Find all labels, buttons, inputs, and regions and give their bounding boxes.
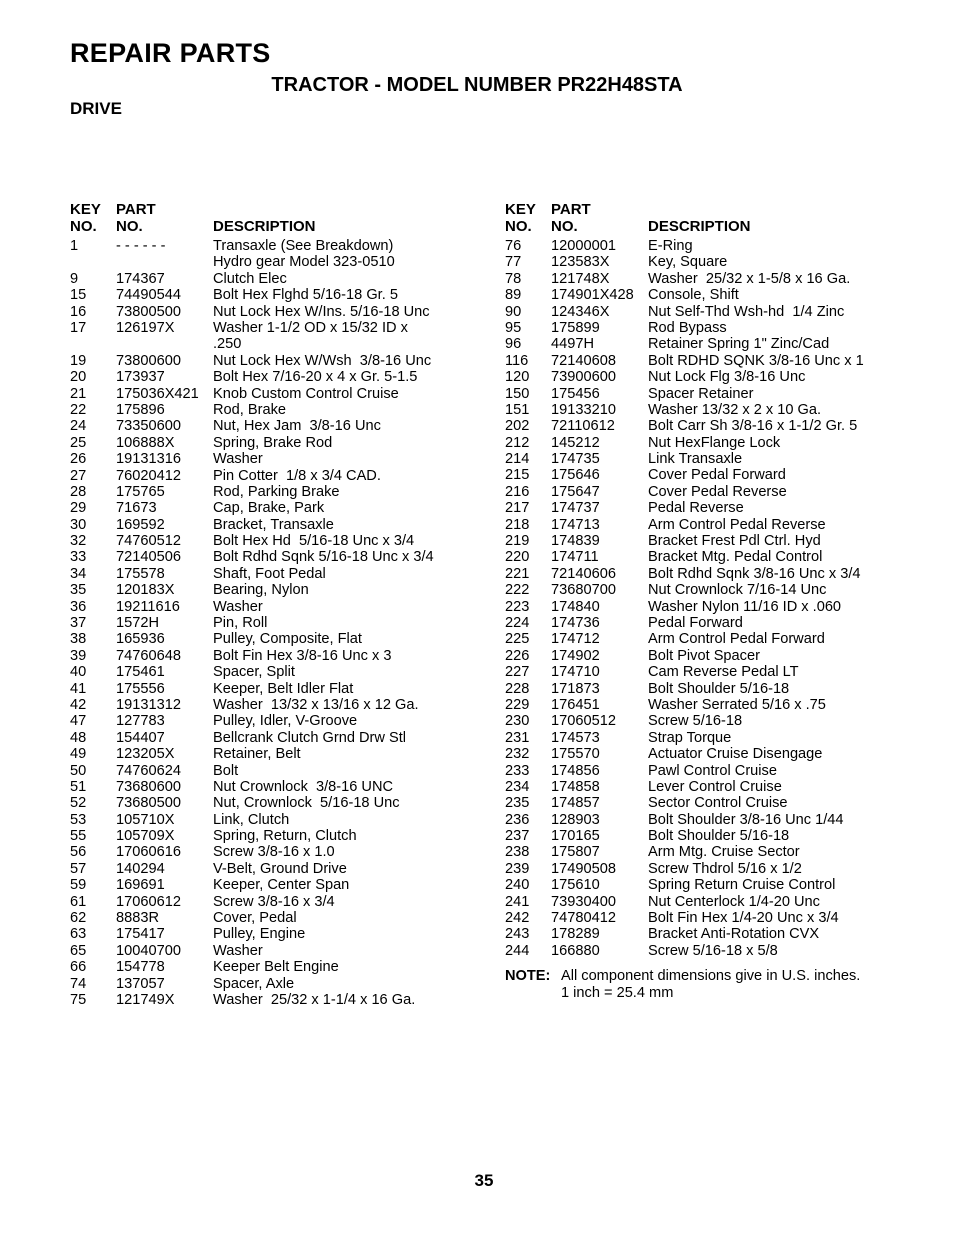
part-description: Bolt Rdhd Sqnk 5/16-18 Unc x 3/4 bbox=[213, 549, 434, 566]
part-number: 17490508 bbox=[551, 860, 616, 877]
key-number: 1 bbox=[70, 238, 79, 254]
part-number: 140294 bbox=[116, 860, 165, 877]
key-number: 22 bbox=[70, 401, 87, 418]
key-number: 237 bbox=[505, 828, 530, 845]
part-description: Sector Control Cruise bbox=[648, 795, 788, 812]
part-number: 175556 bbox=[116, 680, 165, 697]
part-number: 17060616 bbox=[116, 844, 181, 861]
part-number: 178289 bbox=[551, 926, 600, 943]
key-number: 241 bbox=[505, 893, 530, 910]
part-number: 173937 bbox=[116, 369, 165, 386]
page-number: 35 bbox=[474, 1171, 494, 1190]
part-number: 19133210 bbox=[551, 401, 616, 418]
part-number: 169691 bbox=[116, 877, 165, 894]
key-number: 19 bbox=[70, 352, 87, 369]
part-number: 176451 bbox=[551, 696, 600, 713]
part-number: 175899 bbox=[551, 319, 600, 336]
part-number: 174573 bbox=[551, 729, 600, 746]
part-description: Washer 13/32 x 13/16 x 12 Ga. bbox=[213, 696, 419, 713]
description-header: DESCRIPTION bbox=[213, 218, 316, 235]
part-number: 175036X421 bbox=[116, 385, 199, 402]
part-description: Rod Bypass bbox=[648, 319, 727, 336]
part-number: 76020412 bbox=[116, 467, 181, 484]
part-description: Pin, Roll bbox=[213, 615, 268, 632]
part-description: Cover Pedal Forward bbox=[648, 467, 786, 484]
part-number: 73680600 bbox=[116, 778, 181, 795]
key-number: 33 bbox=[70, 549, 87, 566]
part-number: 71673 bbox=[116, 500, 157, 517]
part-description: Pulley, Idler, V-Groove bbox=[213, 713, 358, 730]
key-number: 220 bbox=[505, 549, 530, 566]
page-title: REPAIR PARTS bbox=[70, 38, 271, 68]
key-number: 42 bbox=[70, 696, 87, 713]
part-description: Washer Nylon 11/16 ID x .060 bbox=[648, 598, 842, 615]
part-number: 72140606 bbox=[551, 565, 616, 582]
part-description: Spring Return Cruise Control bbox=[648, 877, 836, 894]
key-number: 17 bbox=[70, 319, 87, 336]
key-number: 76 bbox=[505, 238, 522, 254]
part-number: 174736 bbox=[551, 614, 600, 631]
key-number: 9 bbox=[70, 270, 79, 287]
part-description: Nut, Hex Jam 3/8-16 Unc bbox=[213, 418, 381, 435]
part-number: 73930400 bbox=[551, 893, 616, 910]
key-number: 223 bbox=[505, 598, 530, 615]
part-description: Arm Mtg. Cruise Sector bbox=[648, 844, 800, 861]
key-number: 63 bbox=[70, 926, 87, 943]
note-text-line1: All component dimensions give in U.S. inches. bbox=[561, 968, 861, 985]
part-description: Nut, Crownlock 5/16-18 Unc bbox=[213, 795, 400, 812]
part-number: 174713 bbox=[551, 516, 600, 533]
key-number: 238 bbox=[505, 844, 530, 861]
key-number: 47 bbox=[70, 713, 87, 730]
key-number: 27 bbox=[70, 467, 87, 484]
part-number: 174840 bbox=[551, 598, 600, 615]
part-description: Bolt Fin Hex 1/4-20 Unc x 3/4 bbox=[648, 910, 839, 927]
part-number: 174367 bbox=[116, 270, 165, 287]
key-number: 217 bbox=[505, 500, 530, 517]
part-number: 174901X428 bbox=[551, 287, 634, 304]
part-number: 4497H bbox=[551, 336, 595, 353]
part-number: 127783 bbox=[116, 713, 165, 730]
part-description: Spring, Return, Clutch bbox=[213, 828, 357, 845]
part-description: Spacer, Split bbox=[213, 664, 295, 681]
part-number: 73900600 bbox=[551, 369, 616, 386]
part-description: Bellcrank Clutch Grnd Drw Stl bbox=[213, 729, 407, 746]
part-number: 175578 bbox=[116, 565, 165, 582]
key-number: 35 bbox=[70, 582, 87, 599]
key-number: 234 bbox=[505, 778, 530, 795]
key-number: 96 bbox=[505, 336, 522, 353]
key-number: 25 bbox=[70, 434, 87, 451]
part-description: Screw 5/16-18 x 5/8 bbox=[648, 942, 778, 959]
part-description: Pedal Forward bbox=[648, 614, 743, 631]
part-number: 175610 bbox=[551, 877, 600, 894]
part-description: Bracket Mtg. Pedal Control bbox=[648, 549, 823, 566]
key-header-line1: KEY bbox=[70, 201, 101, 218]
part-description: Clutch Elec bbox=[213, 270, 287, 287]
part-description: Arm Control Pedal Forward bbox=[648, 631, 825, 648]
part-description: Bolt Hex Flghd 5/16-18 Gr. 5 bbox=[213, 287, 398, 304]
part-number: 154778 bbox=[116, 959, 165, 976]
part-number: 17060512 bbox=[551, 713, 616, 730]
key-number: 218 bbox=[505, 516, 530, 533]
part-number: 74490544 bbox=[116, 287, 181, 304]
page-subtitle: TRACTOR - MODEL NUMBER PR22H48STA bbox=[271, 74, 683, 96]
part-number: 166880 bbox=[551, 942, 600, 959]
part-number: 174839 bbox=[551, 533, 600, 550]
key-header-line1: KEY bbox=[505, 201, 536, 218]
part-description: Screw 3/8-16 x 1.0 bbox=[213, 844, 335, 861]
part-description: Nut Lock Flg 3/8-16 Unc bbox=[648, 369, 806, 386]
key-number: 214 bbox=[505, 451, 530, 468]
part-header-line1: PART bbox=[551, 201, 591, 218]
part-description: Screw 3/8-16 x 3/4 bbox=[213, 893, 335, 910]
part-description: Bolt Fin Hex 3/8-16 Unc x 3 bbox=[213, 647, 392, 664]
key-number: 244 bbox=[505, 942, 530, 959]
key-number: 75 bbox=[70, 992, 87, 1008]
key-number: 56 bbox=[70, 844, 87, 861]
part-description: Nut Crownlock 3/8-16 UNC bbox=[213, 778, 394, 795]
key-number: 95 bbox=[505, 319, 522, 336]
part-number: 128903 bbox=[551, 811, 600, 828]
part-description: Screw 5/16-18 bbox=[648, 713, 743, 730]
key-number: 16 bbox=[70, 303, 87, 320]
key-number: 48 bbox=[70, 729, 87, 746]
part-number: 174710 bbox=[551, 664, 600, 681]
part-description: Cover, Pedal bbox=[213, 910, 297, 927]
part-header-line2: NO. bbox=[551, 218, 578, 235]
key-number: 20 bbox=[70, 369, 87, 386]
key-number: 216 bbox=[505, 483, 530, 500]
part-description: Bolt Pivot Spacer bbox=[648, 647, 760, 664]
key-number: 89 bbox=[505, 287, 522, 304]
key-number: 55 bbox=[70, 828, 87, 845]
key-number: 38 bbox=[70, 631, 87, 648]
part-number: 72140506 bbox=[116, 549, 181, 566]
part-number: 120183X bbox=[116, 582, 175, 599]
key-number: 229 bbox=[505, 696, 530, 713]
part-description: Actuator Cruise Disengage bbox=[648, 746, 823, 763]
part-number: 174858 bbox=[551, 778, 600, 795]
part-number: 175570 bbox=[551, 746, 600, 763]
key-number: 65 bbox=[70, 942, 87, 959]
part-description: Retainer Spring 1" Zinc/Cad bbox=[648, 336, 830, 353]
part-description: Rod, Brake bbox=[213, 401, 287, 418]
part-description: Spring, Brake Rod bbox=[213, 434, 333, 451]
part-number: 123583X bbox=[551, 254, 610, 271]
key-number: 116 bbox=[505, 352, 529, 369]
key-number: 227 bbox=[505, 664, 530, 681]
part-description: Pawl Control Cruise bbox=[648, 762, 777, 779]
part-number: 74780412 bbox=[551, 910, 616, 927]
key-number: 224 bbox=[505, 614, 530, 631]
part-number: 73350600 bbox=[116, 418, 181, 435]
key-number: 236 bbox=[505, 811, 530, 828]
key-number: 242 bbox=[505, 910, 530, 927]
part-description: V-Belt, Ground Drive bbox=[213, 860, 347, 877]
part-number: - - - - - - bbox=[116, 238, 166, 254]
part-number: 174737 bbox=[551, 500, 600, 517]
part-description: Link Transaxle bbox=[648, 451, 743, 468]
part-number: 175647 bbox=[551, 483, 600, 500]
part-number: 74760648 bbox=[116, 647, 181, 664]
part-description: Keeper, Center Span bbox=[213, 877, 350, 894]
part-number: 175765 bbox=[116, 483, 165, 500]
key-number: 40 bbox=[70, 664, 87, 681]
part-number: 175807 bbox=[551, 844, 600, 861]
part-description: Link, Clutch bbox=[213, 811, 290, 828]
part-description: Bolt Hex Hd 5/16-18 Unc x 3/4 bbox=[213, 533, 415, 550]
part-description: Retainer, Belt bbox=[213, 746, 301, 763]
key-number: 59 bbox=[70, 877, 87, 894]
part-description: Bolt Shoulder 5/16-18 bbox=[648, 680, 790, 697]
key-number: 230 bbox=[505, 713, 530, 730]
part-number: 174735 bbox=[551, 451, 600, 468]
note-label: NOTE: bbox=[505, 968, 551, 985]
part-description: Pin Cotter 1/8 x 3/4 CAD. bbox=[213, 467, 381, 484]
part-number: 165936 bbox=[116, 631, 165, 648]
part-number: 73680500 bbox=[116, 795, 181, 812]
key-number: 15 bbox=[70, 287, 87, 304]
part-header-line1: PART bbox=[116, 201, 156, 218]
key-number: 78 bbox=[505, 270, 522, 287]
part-number: 174856 bbox=[551, 762, 600, 779]
part-number: 145212 bbox=[551, 434, 600, 451]
key-number: 219 bbox=[505, 533, 530, 550]
key-number: 231 bbox=[505, 729, 530, 746]
part-description: Transaxle (See Breakdown) Hydro gear Model 323-0510 bbox=[213, 238, 395, 271]
part-number: 174857 bbox=[551, 795, 600, 812]
part-description: Bracket Frest Pdl Ctrl. Hyd bbox=[648, 533, 821, 550]
key-number: 222 bbox=[505, 582, 530, 599]
part-description: Arm Control Pedal Reverse bbox=[648, 516, 826, 533]
key-number: 212 bbox=[505, 434, 530, 451]
section-heading: DRIVE bbox=[70, 99, 122, 118]
part-description: Pedal Reverse bbox=[648, 500, 744, 517]
part-description: E-Ring bbox=[648, 238, 693, 254]
part-description: Cam Reverse Pedal LT bbox=[648, 664, 799, 681]
key-number: 36 bbox=[70, 598, 87, 615]
key-number: 62 bbox=[70, 910, 87, 927]
part-description: Bracket, Transaxle bbox=[213, 516, 334, 533]
part-description: Washer 25/32 x 1-5/8 x 16 Ga. bbox=[648, 270, 851, 287]
key-number: 30 bbox=[70, 516, 87, 533]
part-description: Bolt Shoulder 3/8-16 Unc 1/44 bbox=[648, 811, 844, 828]
part-description: Pulley, Engine bbox=[213, 926, 306, 943]
part-description: Bolt Shoulder 5/16-18 bbox=[648, 828, 790, 845]
part-description: Bearing, Nylon bbox=[213, 582, 309, 599]
part-description: Keeper, Belt Idler Flat bbox=[213, 680, 354, 697]
key-number: 29 bbox=[70, 500, 87, 517]
part-description: Washer bbox=[213, 942, 263, 959]
key-number: 66 bbox=[70, 959, 87, 976]
part-description: Lever Control Cruise bbox=[648, 778, 782, 795]
part-number: 19131312 bbox=[116, 696, 181, 713]
part-description: Rod, Parking Brake bbox=[213, 483, 340, 500]
part-number: 74760624 bbox=[116, 762, 181, 779]
part-number: 72110612 bbox=[551, 418, 615, 435]
part-number: 72140608 bbox=[551, 352, 616, 369]
key-number: 235 bbox=[505, 795, 530, 812]
part-number: 175646 bbox=[551, 467, 600, 484]
part-number: 174711 bbox=[551, 549, 599, 566]
part-number: 10040700 bbox=[116, 942, 181, 959]
part-number: 123205X bbox=[116, 746, 175, 763]
part-number: 175461 bbox=[116, 664, 165, 681]
part-number: 106888X bbox=[116, 434, 175, 451]
key-number: 39 bbox=[70, 647, 87, 664]
part-description: Bolt bbox=[213, 762, 239, 779]
key-number: 34 bbox=[70, 565, 87, 582]
description-header: DESCRIPTION bbox=[648, 218, 751, 235]
part-number: 17060612 bbox=[116, 893, 181, 910]
key-number: 225 bbox=[505, 631, 530, 648]
part-number: 175417 bbox=[116, 926, 165, 943]
part-description: Spacer Retainer bbox=[648, 385, 754, 402]
key-number: 50 bbox=[70, 762, 87, 779]
part-description: Cover Pedal Reverse bbox=[648, 483, 787, 500]
key-number: 90 bbox=[505, 303, 522, 320]
key-number: 243 bbox=[505, 926, 530, 943]
key-number: 74 bbox=[70, 975, 87, 992]
part-number: 121748X bbox=[551, 270, 610, 287]
part-description: Pulley, Composite, Flat bbox=[213, 631, 362, 648]
part-header-line2: NO. bbox=[116, 218, 143, 235]
part-number: 19131316 bbox=[116, 451, 181, 468]
part-number: 126197X bbox=[116, 319, 175, 336]
key-number: 51 bbox=[70, 778, 87, 795]
key-number: 37 bbox=[70, 615, 87, 632]
part-number: 174902 bbox=[551, 647, 600, 664]
part-number: 137057 bbox=[116, 975, 165, 992]
part-description: Washer 13/32 x 2 x 10 Ga. bbox=[648, 401, 822, 418]
part-number: 170165 bbox=[551, 828, 600, 845]
part-number: 19211616 bbox=[116, 598, 180, 615]
key-number: 215 bbox=[505, 467, 530, 484]
part-description: Bolt Carr Sh 3/8-16 x 1-1/2 Gr. 5 bbox=[648, 418, 858, 435]
key-number: 61 bbox=[70, 893, 87, 910]
part-number: 12000001 bbox=[551, 238, 616, 254]
part-description: Strap Torque bbox=[648, 729, 732, 746]
part-description: Washer bbox=[213, 598, 263, 615]
part-description: Shaft, Foot Pedal bbox=[213, 565, 326, 582]
part-number: 169592 bbox=[116, 516, 165, 533]
part-description: Washer bbox=[213, 451, 263, 468]
part-description: Nut Self-Thd Wsh-hd 1/4 Zinc bbox=[648, 303, 845, 320]
part-number: 105709X bbox=[116, 828, 175, 845]
key-number: 232 bbox=[505, 746, 530, 763]
key-number: 32 bbox=[70, 533, 87, 550]
key-number: 150 bbox=[505, 385, 530, 402]
part-description: Bolt RDHD SQNK 3/8-16 Unc x 1 bbox=[648, 352, 864, 369]
part-description: Console, Shift bbox=[648, 287, 739, 304]
key-number: 53 bbox=[70, 811, 87, 828]
part-description: Spacer, Axle bbox=[213, 975, 295, 992]
key-number: 28 bbox=[70, 483, 87, 500]
note-text-line2: 1 inch = 25.4 mm bbox=[561, 984, 674, 1001]
part-description: Screw Thdrol 5/16 x 1/2 bbox=[648, 860, 802, 877]
part-number: 175896 bbox=[116, 401, 165, 418]
key-number: 202 bbox=[505, 418, 530, 435]
part-description: Nut HexFlange Lock bbox=[648, 434, 781, 451]
key-number: 233 bbox=[505, 762, 530, 779]
key-number: 221 bbox=[505, 565, 530, 582]
key-number: 24 bbox=[70, 418, 87, 435]
key-number: 228 bbox=[505, 680, 530, 697]
part-number: 124346X bbox=[551, 303, 610, 320]
part-description: Nut Lock Hex W/Wsh 3/8-16 Unc bbox=[213, 352, 432, 369]
key-number: 57 bbox=[70, 860, 87, 877]
part-description: Washer 25/32 x 1-1/4 x 16 Ga. bbox=[213, 992, 416, 1008]
part-description: Nut Lock Hex W/Ins. 5/16-18 Unc bbox=[213, 303, 430, 320]
key-number: 52 bbox=[70, 795, 87, 812]
part-number: 121749X bbox=[116, 992, 175, 1008]
part-description: Bracket Anti-Rotation CVX bbox=[648, 926, 820, 943]
part-description: Nut Crownlock 7/16-14 Unc bbox=[648, 582, 827, 599]
part-description: Washer 1-1/2 OD x 15/32 ID x .250 bbox=[213, 319, 408, 353]
part-description: Cap, Brake, Park bbox=[213, 500, 325, 517]
part-description: Nut Centerlock 1/4-20 Unc bbox=[648, 893, 820, 910]
part-number: 73680700 bbox=[551, 582, 616, 599]
key-number: 41 bbox=[70, 680, 87, 697]
part-number: 171873 bbox=[551, 680, 600, 697]
key-number: 240 bbox=[505, 877, 530, 894]
part-number: 174712 bbox=[551, 631, 600, 648]
key-number: 239 bbox=[505, 860, 530, 877]
part-description: Washer Serrated 5/16 x .75 bbox=[648, 696, 826, 713]
part-number: 175456 bbox=[551, 385, 600, 402]
key-number: 226 bbox=[505, 647, 530, 664]
part-description: Knob Custom Control Cruise bbox=[213, 385, 399, 402]
key-number: 21 bbox=[70, 385, 87, 402]
part-description: Keeper Belt Engine bbox=[213, 959, 339, 976]
part-number: 1572H bbox=[116, 615, 160, 632]
key-header-line2: NO. bbox=[70, 218, 97, 235]
part-number: 74760512 bbox=[116, 533, 181, 550]
part-number: 8883R bbox=[116, 910, 160, 927]
key-header-line2: NO. bbox=[505, 218, 532, 235]
part-description: Bolt Hex 7/16-20 x 4 x Gr. 5-1.5 bbox=[213, 369, 418, 386]
part-number: 154407 bbox=[116, 729, 165, 746]
part-number: 73800600 bbox=[116, 352, 181, 369]
key-number: 120 bbox=[505, 369, 530, 386]
part-description: Bolt Rdhd Sqnk 3/8-16 Unc x 3/4 bbox=[648, 565, 861, 582]
key-number: 49 bbox=[70, 746, 87, 763]
part-description: Key, Square bbox=[648, 254, 728, 271]
key-number: 77 bbox=[505, 254, 522, 271]
key-number: 151 bbox=[505, 401, 530, 418]
part-number: 105710X bbox=[116, 811, 175, 828]
part-number: 73800500 bbox=[116, 303, 181, 320]
key-number: 26 bbox=[70, 451, 87, 468]
